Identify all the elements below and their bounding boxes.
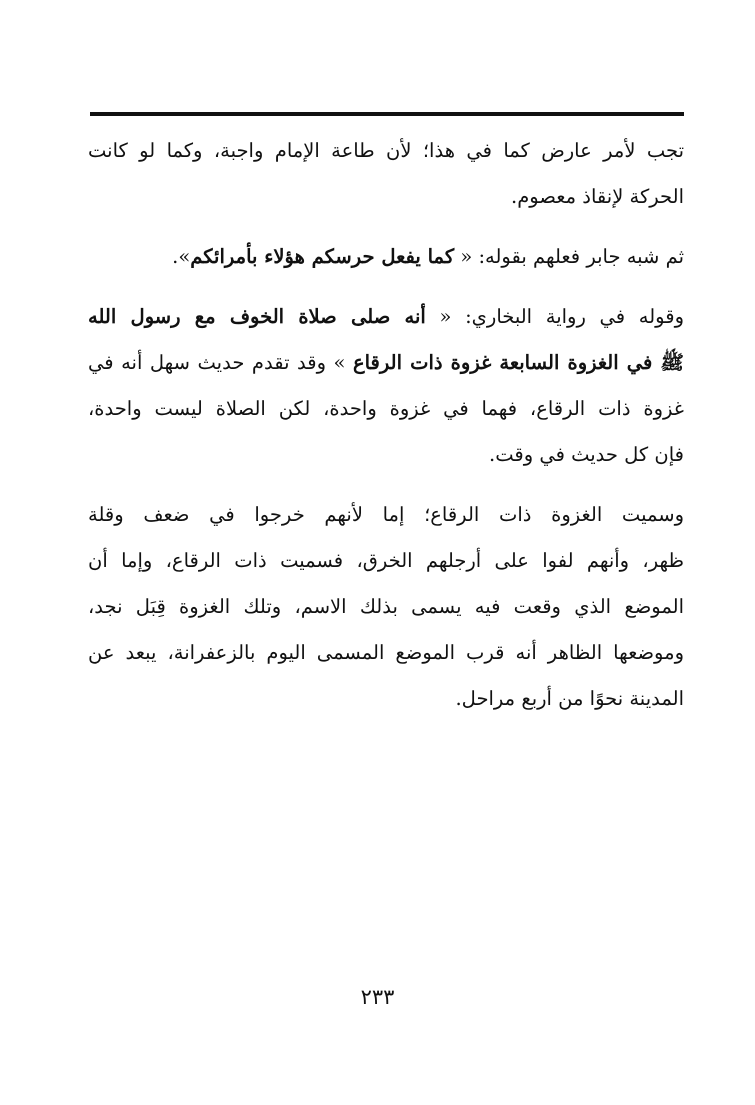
bold-quote: ﷺ في الغزوة السابعة غزوة ذات الرقاع bbox=[352, 351, 684, 374]
paragraph bbox=[88, 492, 684, 722]
page-number: ٢٣٣ bbox=[360, 985, 395, 1009]
paragraph-gap bbox=[88, 478, 684, 492]
text-segment: الموضع الذي وقعت فيه يسمى بذلك الاسم، وتلك الغزوة قِبَل نجد، bbox=[88, 595, 684, 618]
text-segment: المدينة نحوًا من أربع مراحل. bbox=[455, 687, 684, 710]
text-segment: الحركة لإنقاذ معصوم. bbox=[511, 185, 684, 208]
main-text bbox=[88, 128, 684, 722]
text-segment: ». bbox=[172, 245, 191, 268]
paragraph bbox=[88, 294, 684, 478]
text-segment: ظهر، وأنهم لفوا على أرجلهم الخرق، فسميت ذات الرقاع، وإما أن bbox=[88, 549, 684, 572]
paragraph bbox=[88, 234, 684, 280]
bold-quote: كما يفعل حرسكم هؤلاء بأمرائكم bbox=[190, 245, 455, 268]
paragraph-gap bbox=[88, 280, 684, 294]
text-segment: وسميت الغزوة ذات الرقاع؛ إما لأنهم خرجوا في ضعف وقلة bbox=[88, 503, 684, 526]
text-line bbox=[88, 492, 684, 538]
header-rule bbox=[90, 112, 684, 116]
text-line bbox=[88, 128, 684, 174]
text-line bbox=[88, 584, 684, 630]
paragraph bbox=[88, 128, 684, 220]
text-segment: وموضعها الظاهر أنه قرب الموضع المسمى اليوم بالزعفرانة، يبعد عن bbox=[88, 641, 684, 664]
text-segment: ثم شبه جابر فعلهم بقوله: « bbox=[454, 245, 684, 268]
text-segment: » وقد تقدم حديث سهل أنه في bbox=[88, 351, 353, 374]
text-segment: غزوة ذات الرقاع، فهما في غزوة واحدة، لكن الصلاة ليست واحدة، bbox=[88, 397, 684, 420]
text-line bbox=[88, 174, 684, 220]
text-segment: فإن كل حديث في وقت. bbox=[489, 443, 684, 466]
text-line bbox=[88, 340, 684, 386]
bold-quote: أنه صلى صلاة الخوف مع رسول الله bbox=[88, 305, 426, 328]
text-line bbox=[88, 630, 684, 676]
text-line bbox=[88, 432, 684, 478]
text-line bbox=[88, 676, 684, 722]
text-line bbox=[88, 234, 684, 280]
text-line bbox=[88, 386, 684, 432]
text-line bbox=[88, 294, 684, 340]
text-line bbox=[88, 538, 684, 584]
text-segment: وقوله في رواية البخاري: « bbox=[425, 305, 684, 328]
text-segment: تجب لأمر عارض كما في هذا؛ لأن طاعة الإمام واجبة، وكما لو كانت bbox=[88, 139, 684, 162]
paragraph-gap bbox=[88, 220, 684, 234]
